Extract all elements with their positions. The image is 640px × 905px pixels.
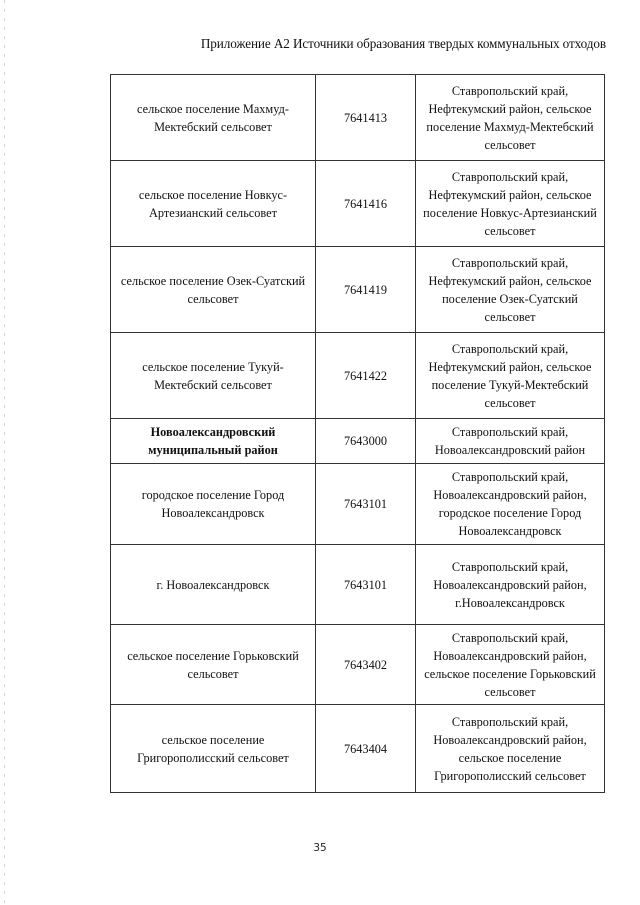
oktmo-code-cell: 7643101 bbox=[316, 545, 416, 625]
oktmo-code-cell: 7643101 bbox=[316, 464, 416, 545]
settlement-name-cell: сельское поселение Махмуд-Мектебский сельсовет bbox=[111, 75, 316, 161]
table-row bbox=[111, 247, 605, 333]
address-cell: Ставропольский край, Нефтекумский район, сельское поселение Тукуй-Мектебский сельсовет bbox=[416, 333, 605, 419]
table-row bbox=[111, 625, 605, 705]
oktmo-code-cell: 7643402 bbox=[316, 625, 416, 705]
table-body bbox=[111, 75, 605, 793]
table-row bbox=[111, 419, 605, 464]
page-number: 35 bbox=[313, 842, 327, 854]
table-row bbox=[111, 161, 605, 247]
address-cell: Ставропольский край, Нефтекумский район, сельское поселение Махмуд-Мектебский сельсовет bbox=[416, 75, 605, 161]
oktmo-code-cell: 7643404 bbox=[316, 705, 416, 793]
sources-table bbox=[110, 74, 605, 793]
settlement-name-cell: сельское поселение Новкус-Артезианский сельсовет bbox=[111, 161, 316, 247]
oktmo-code-cell: 7641413 bbox=[316, 75, 416, 161]
table-row bbox=[111, 333, 605, 419]
address-cell: Ставропольский край, Новоалександровский район, сельское поселение Григорополисский сельсовет bbox=[416, 705, 605, 793]
district-name-cell: Новоалександровский муниципальный район bbox=[111, 419, 316, 464]
table-row bbox=[111, 705, 605, 793]
address-cell: Ставропольский край, Новоалександровский район, сельское поселение Горьковский сельсовет bbox=[416, 625, 605, 705]
settlement-name-cell: сельское поселение Григорополисский сельсовет bbox=[111, 705, 316, 793]
address-cell: Ставропольский край, Новоалександровский район, г.Новоалександровск bbox=[416, 545, 605, 625]
address-cell: Ставропольский край, Нефтекумский район, сельское поселение Озек-Суатский сельсовет bbox=[416, 247, 605, 333]
oktmo-code-cell: 7641419 bbox=[316, 247, 416, 333]
oktmo-code-cell: 7641422 bbox=[316, 333, 416, 419]
address-cell: Ставропольский край, Нефтекумский район, сельское поселение Новкус-Артезианский сельсовет bbox=[416, 161, 605, 247]
settlement-name-cell: сельское поселение Тукуй-Мектебский сельсовет bbox=[111, 333, 316, 419]
settlement-name-cell: г. Новоалександровск bbox=[111, 545, 316, 625]
settlement-name-cell: сельское поселение Озек-Суатский сельсовет bbox=[111, 247, 316, 333]
settlement-name-cell: городское поселение Город Новоалександровск bbox=[111, 464, 316, 545]
table-row bbox=[111, 464, 605, 545]
address-cell: Ставропольский край, Новоалександровский район bbox=[416, 419, 605, 464]
settlement-name-cell: сельское поселение Горьковский сельсовет bbox=[111, 625, 316, 705]
page-header-title: Приложение А2 Источники образования твердых коммунальных отходов bbox=[200, 36, 606, 51]
oktmo-code-cell: 7643000 bbox=[316, 419, 416, 464]
scan-edge bbox=[4, 0, 5, 905]
oktmo-code-cell: 7641416 bbox=[316, 161, 416, 247]
table-row bbox=[111, 545, 605, 625]
address-cell: Ставропольский край, Новоалександровский район, городское поселение Город Новоалександровск bbox=[416, 464, 605, 545]
table-row bbox=[111, 75, 605, 161]
